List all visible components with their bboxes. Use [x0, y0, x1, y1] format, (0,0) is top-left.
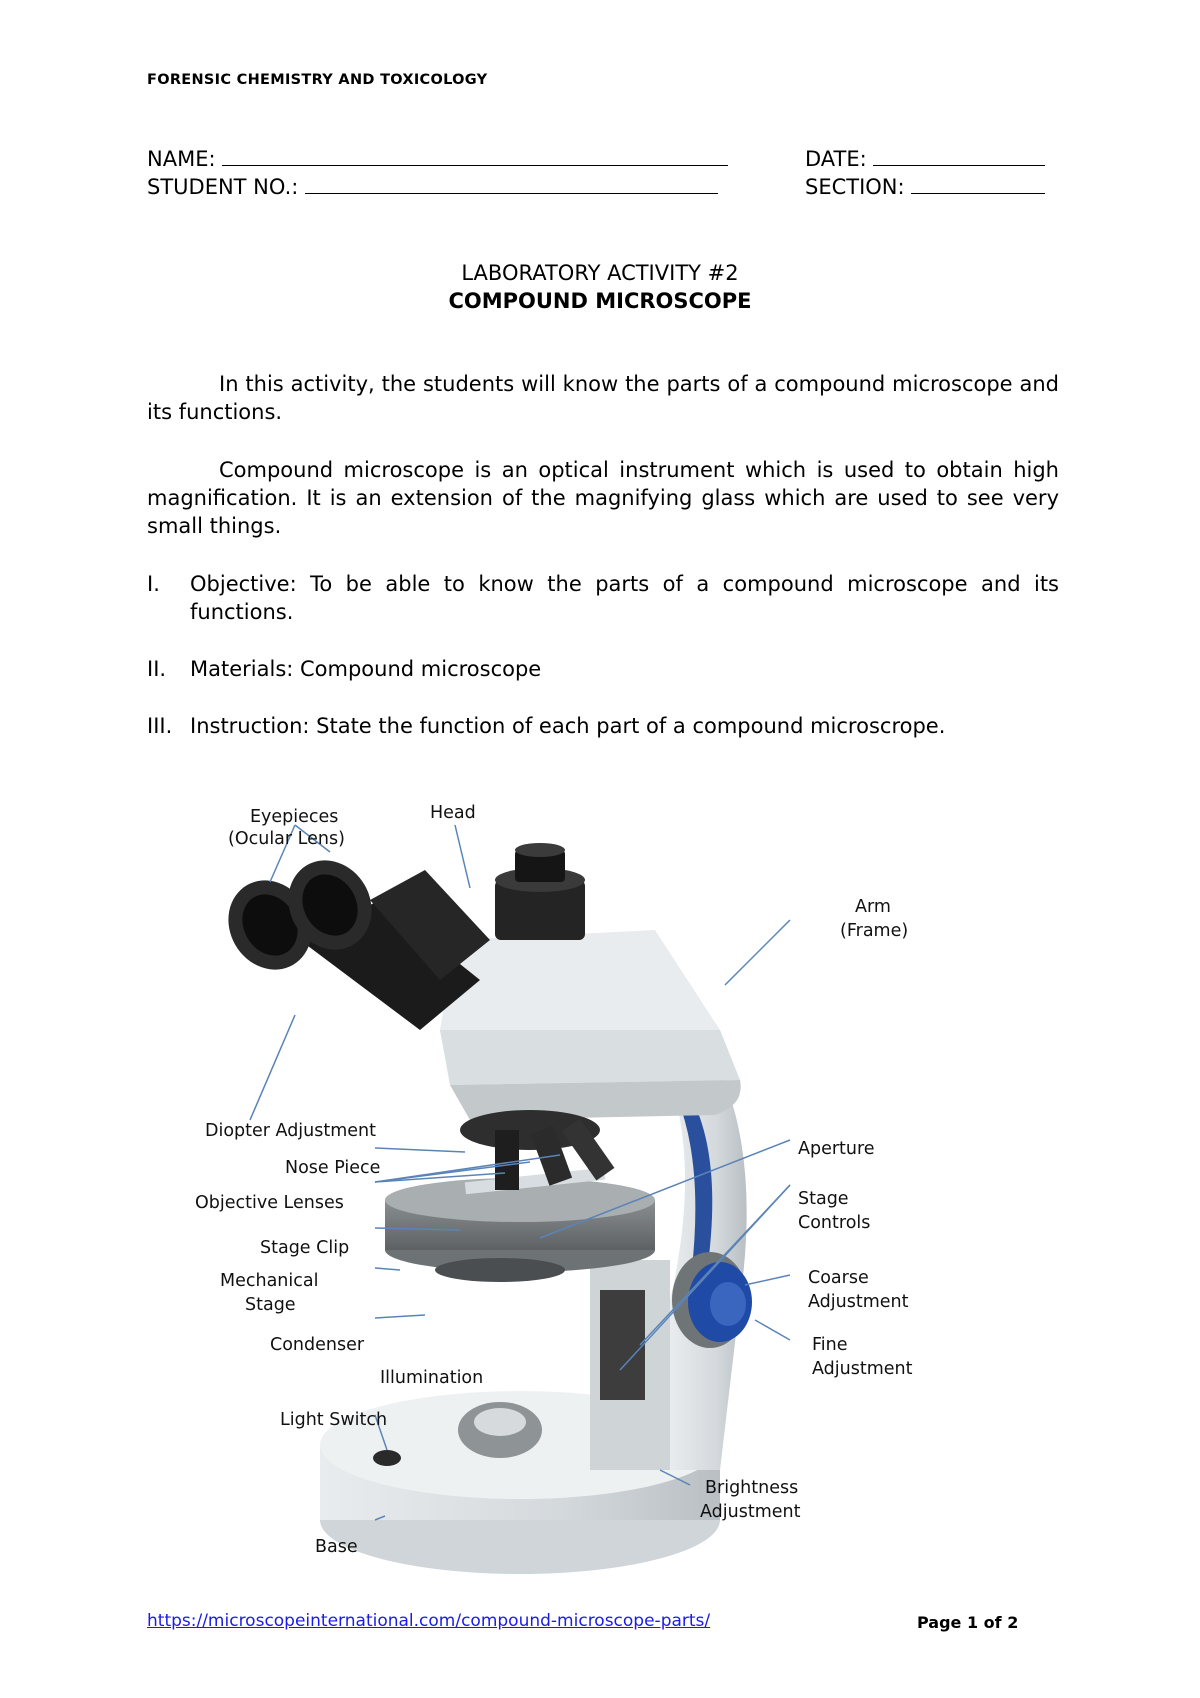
label-arm: Arm: [855, 897, 891, 917]
page-number: Page 1 of 2: [917, 1613, 1019, 1632]
section-number: II.: [147, 657, 167, 681]
label-coarse-sub: Adjustment: [808, 1292, 909, 1312]
label-condenser: Condenser: [270, 1335, 365, 1355]
microscope-stage-shape: [385, 1168, 655, 1282]
date-field[interactable]: [805, 145, 1045, 171]
section-field[interactable]: [805, 173, 1045, 199]
label-nose-piece: Nose Piece: [285, 1158, 381, 1178]
section-instruction: [147, 712, 1059, 740]
name-field[interactable]: [147, 145, 728, 171]
label-objective-lenses: Objective Lenses: [195, 1193, 344, 1213]
section-label: SECTION:: [805, 175, 905, 199]
label-stage-controls-sub: Controls: [798, 1213, 871, 1233]
intro-paragraph: In this activity, the students will know the parts of a compound microscope and its functions.: [147, 372, 1059, 424]
section-number: III.: [147, 714, 173, 738]
section-text: Objective: To be able to know the parts of a compound microscope and its functions.: [190, 572, 1059, 624]
label-arm-sub: (Frame): [840, 921, 909, 941]
label-brightness: Brightness: [705, 1478, 799, 1498]
section-objective: [147, 570, 1059, 626]
section-materials: [147, 655, 1059, 683]
label-eyepieces-sub: (Ocular Lens): [228, 829, 345, 849]
date-blank[interactable]: [873, 145, 1045, 166]
label-illumination: Illumination: [380, 1368, 484, 1388]
activity-title: LABORATORY ACTIVITY #2: [461, 261, 739, 285]
date-label: DATE:: [805, 147, 867, 171]
activity-subtitle: COMPOUND MICROSCOPE: [448, 289, 752, 313]
label-light-switch: Light Switch: [280, 1410, 388, 1430]
name-blank[interactable]: [222, 145, 728, 166]
course-header: FORENSIC CHEMISTRY AND TOXICOLOGY: [147, 72, 488, 88]
label-head: Head: [430, 803, 476, 823]
label-brightness-sub: Adjustment: [700, 1502, 801, 1522]
label-eyepieces: Eyepieces: [250, 807, 339, 827]
microscope-diagram: [195, 803, 1020, 1600]
name-label: NAME:: [147, 147, 216, 171]
label-mechanical: Mechanical: [220, 1271, 319, 1291]
label-fine-sub: Adjustment: [812, 1359, 913, 1379]
label-diopter: Diopter Adjustment: [205, 1121, 377, 1141]
student-no-field[interactable]: [147, 173, 718, 199]
section-text: Instruction: State the function of each part of a compound microscrope.: [190, 714, 946, 738]
student-no-blank[interactable]: [305, 173, 718, 194]
label-stage-clip: Stage Clip: [260, 1238, 350, 1258]
eyepieces-shape: [212, 845, 490, 1030]
student-no-label: STUDENT NO.:: [147, 175, 299, 199]
definition-paragraph: Compound microscope is an optical instrument which is used to obtain high magnification. It is an extension of the magnifying glass which are used to see very small things.: [147, 458, 1059, 538]
label-stage-controls: Stage: [798, 1189, 849, 1209]
section-blank[interactable]: [911, 173, 1045, 194]
label-coarse: Coarse: [808, 1268, 869, 1288]
label-fine: Fine: [812, 1335, 848, 1355]
section-number: I.: [147, 572, 160, 596]
section-text: Materials: Compound microscope: [190, 657, 542, 681]
label-base: Base: [315, 1537, 358, 1557]
source-link[interactable]: https://microscopeinternational.com/compound-microscope-parts/: [147, 1611, 711, 1631]
label-mechanical-sub: Stage: [245, 1295, 296, 1315]
label-aperture: Aperture: [798, 1139, 875, 1159]
